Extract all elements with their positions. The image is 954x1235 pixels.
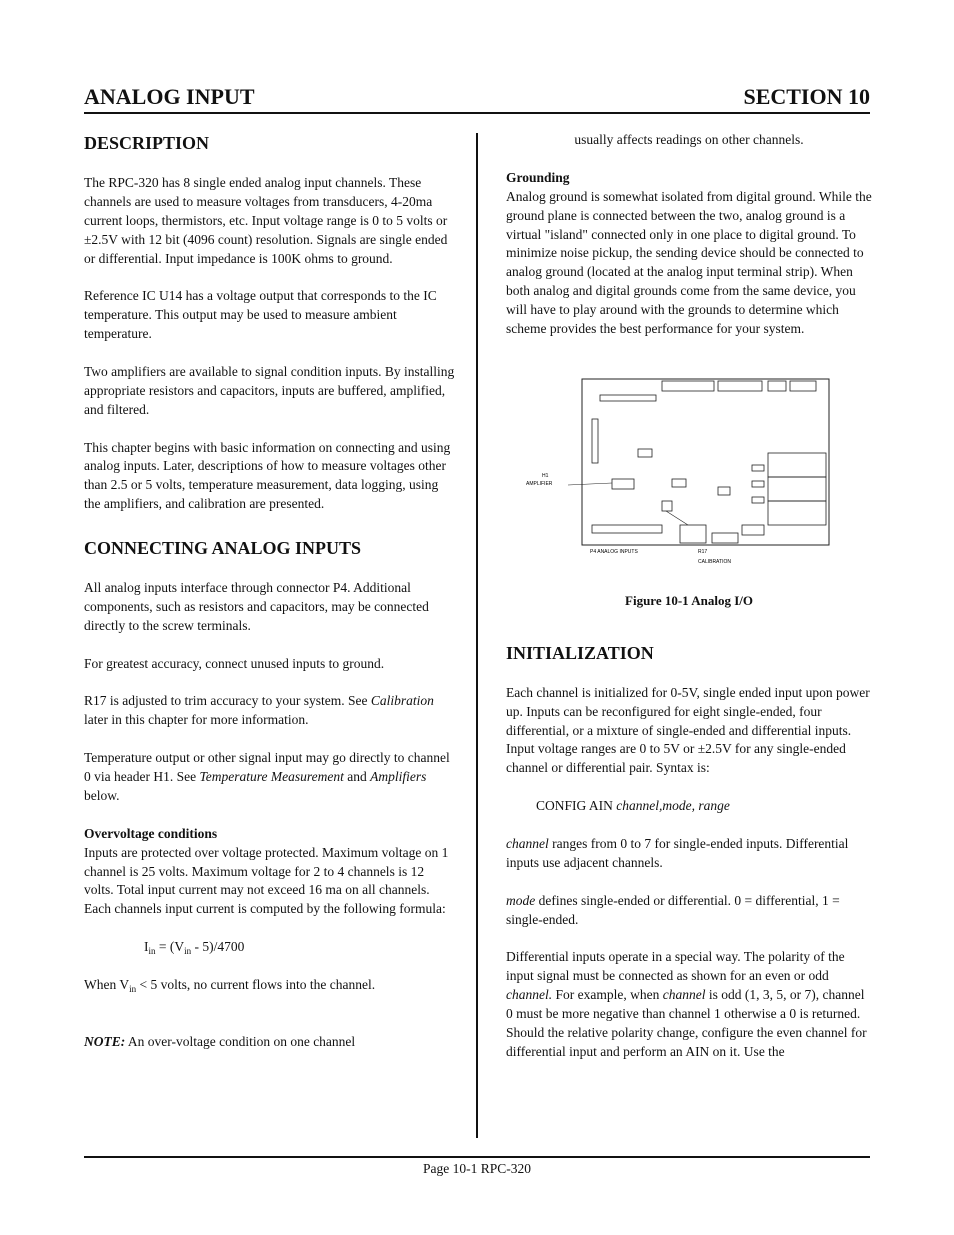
calibration-label: CALIBRATION: [698, 558, 731, 565]
connecting-paragraph-1: All analog inputs interface through connector P4. Additional components, such as resistors and capacitors, may be connected directly to the screw terminals.: [84, 580, 429, 633]
mode-paragraph: mode defines single-ended or differential. 0 = differential, 1 = single-ended.: [506, 892, 840, 927]
header-divider: [84, 112, 870, 114]
continued-text: usually affects readings on other channels.: [574, 132, 804, 147]
description-heading: DESCRIPTION: [84, 133, 210, 153]
chip-6: [752, 465, 764, 471]
chip-8: [752, 497, 764, 503]
chip-3: [672, 479, 686, 487]
bottom-connector-2: [712, 533, 738, 543]
when-vin-paragraph: When $V_{in} < 5$ volts, no current flows into the channel.: [84, 976, 376, 994]
syntax-line: CONFIG AIN channel,mode, range: [536, 798, 730, 814]
memory-block-2: [768, 477, 826, 501]
channel-paragraph: channel ranges from 0 to 7 for single-ended inputs. Differential inputs use adjacent channels.: [506, 835, 849, 870]
description-paragraph-2: Reference IC U14 has a voltage output that corresponds to the IC temperature. This output may be used to measure ambient temperature.: [84, 288, 437, 342]
description-paragraph-3: Two amplifiers are available to signal condition inputs. By installing appropriate resistors and capacitors, inputs are buffered, amplified, and filtered.: [84, 363, 455, 417]
h1-label: H1: [542, 472, 549, 479]
section-label: SECTION 10: [743, 84, 870, 109]
board-diagram: [506, 359, 872, 584]
right-column: [506, 131, 872, 1062]
amplifier-label: AMPLIFIER: [526, 480, 553, 487]
note-paragraph: NOTE: An over-voltage condition on one channel: [84, 1033, 356, 1049]
board-outline: [582, 379, 829, 545]
memory-block-3: [768, 501, 826, 525]
connecting-paragraph-2: For greatest accuracy, connect unused inputs to ground.: [84, 655, 385, 671]
differential-paragraph: Differential inputs operate in a special way. The polarity of the input signal must be connected as shown for an even or odd channel. For example, when channel is odd (1, 3, 5, or 7), channel 0 must be more negative than channel 1 otherwise a 0 is returned. Should the relative polarity change, configure the even channel for differential input and perform an AIN on it. Use the: [506, 949, 867, 1059]
r17-label: R17: [698, 548, 708, 555]
chip-7: [752, 481, 764, 487]
top-connector-2: [662, 381, 714, 391]
connecting-paragraph-3: R17 is adjusted to trim accuracy to your system. See Calibration later in this chapter for more information.: [84, 693, 434, 728]
connecting-paragraph-4: Temperature output or other signal input may go directly to channel 0 via header H1. See Temperature Measurement and Amplifiers below.: [84, 750, 450, 803]
description-paragraph-1: The RPC-320 has 8 single ended analog input channels. These channels are used to measure voltages from transducers, 4-20ma current loops, thermistors, etc. Input voltage range is 0 to 5 volts or ±2.5V with 12 bit (4096 count) resolution. Signals are single ended or differential. Input impedance is 100K ohms to ground.: [84, 174, 448, 266]
chip-2: [612, 479, 634, 489]
left-column: [84, 131, 456, 1052]
h1-leader-line: [568, 483, 612, 485]
r17-leader-line: [666, 511, 688, 525]
r17-connector: [680, 525, 706, 543]
p4-terminal-strip: [592, 525, 662, 533]
page-footer: Page 10-1 RPC-320: [423, 1161, 531, 1176]
top-connector-5: [790, 381, 816, 391]
footer-divider: [84, 1156, 870, 1158]
current-formula: $I_{in} = (V_{in} - 5)/4700$: [144, 939, 245, 957]
column-divider: [476, 133, 478, 1138]
top-connector-1: [600, 395, 656, 401]
bottom-connector-3: [742, 525, 764, 535]
initialization-heading: INITIALIZATION: [506, 642, 654, 663]
chip-4: [662, 501, 672, 511]
p4-label: P4 ANALOG INPUTS: [590, 548, 638, 555]
memory-block-1: [768, 453, 826, 477]
left-header: [592, 419, 598, 463]
figure-caption: Figure 10-1 Analog I/O: [625, 592, 753, 608]
connecting-heading: CONNECTING ANALOG INPUTS: [84, 538, 362, 559]
overvoltage-paragraph: Inputs are protected over voltage protected. Maximum voltage on 1 channel is 25 volts. Maximum voltage for 2 to 4 channels is 12 volts. Total input current may not exceed 16 ma on all channels. Each channels input current is computed by the following formula:: [84, 844, 449, 917]
chip-5: [718, 487, 730, 495]
grounding-paragraph: Analog ground is somewhat isolated from digital ground. While the ground plane is connected between the two, analog ground is a virtual "island" connected only in one place to digital ground. To minimize noise pickup, the sending device should be connected to analog ground (located at the analog input terminal strip). When both analog and digital grounds come from the same device, you will have to play around with the grounds to determine which scheme provides the best performance for your system.: [506, 188, 872, 337]
analog-io-figure: [506, 359, 872, 584]
overvoltage-heading: Overvoltage conditions: [84, 825, 218, 841]
top-connector-4: [768, 381, 786, 391]
initialization-paragraph: Each channel is initialized for 0-5V, single ended input upon power up. Inputs can be reconfigured for eight single-ended, four differential, or a mixture of single-ended and differential inputs. Input voltage ranges are 0 to 5V or ±2.5V for any single-ended channel or differential pair. Syntax is:: [506, 684, 870, 776]
grounding-heading: Grounding: [506, 169, 570, 185]
description-paragraph-4: This chapter begins with basic information on connecting and using analog inputs. Later, descriptions of how to measure voltages other than 2.5 or 5 volts, temperature measurement, data logging, using the amplifiers, and calibration are presented.: [84, 439, 451, 512]
chip-1: [638, 449, 652, 457]
top-connector-3: [718, 381, 762, 391]
page-title: ANALOG INPUT: [84, 84, 255, 109]
